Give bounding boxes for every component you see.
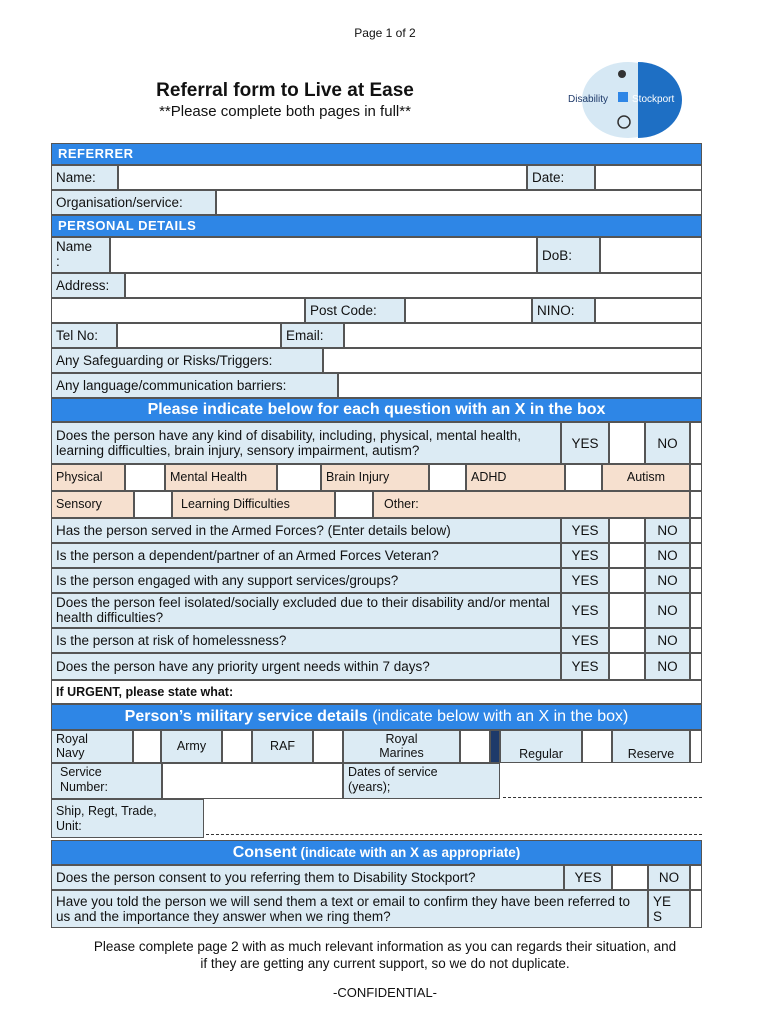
disability-no-box[interactable] [690,422,702,464]
safeguarding-label: Any Safeguarding or Risks/Triggers: [51,348,323,373]
armed-forces-yes-box[interactable] [609,518,645,543]
isolated-no-box[interactable] [690,593,702,628]
army-box[interactable] [222,730,252,763]
personal-details-header: PERSONAL DETAILS [51,215,702,237]
told-person-yes-box[interactable] [690,890,702,928]
dates-of-service-label: Dates of service (years); [343,763,500,799]
armed-forces-no-label: NO [645,518,690,543]
tel-field[interactable] [117,323,281,348]
urgent-needs-no-label: NO [645,653,690,680]
consent-header-bold: Consent [232,844,297,861]
isolated-yes-label: YES [561,593,609,628]
homelessness-no-box[interactable] [690,628,702,653]
dependent-yes-box[interactable] [609,543,645,568]
type-adhd-box[interactable] [565,464,602,491]
address-label: Address: [51,273,125,298]
ship-regt-label: Ship, Regt, Trade, Unit: [51,799,204,838]
homelessness-question: Is the person at risk of homelessness? [51,628,561,653]
military-header-bold: Person’s military service details [124,708,368,725]
royal-navy-box[interactable] [133,730,161,763]
royal-marines-box[interactable] [460,730,490,763]
type-learning-difficulties-label: Learning Difficulties [172,491,335,518]
type-other-box[interactable] [690,491,702,518]
footer-note: Please complete page 2 with as much relevant information as you can regards their situation, and if they are getting any current support, so we do not duplicate. [93,939,677,971]
type-learning-difficulties-box[interactable] [335,491,373,518]
address-field[interactable] [125,273,702,298]
support-services-yes-box[interactable] [609,568,645,593]
language-field[interactable] [338,373,702,398]
told-person-question: Have you told the person we will send them a text or email to confirm they have been referred to us and the importance they answer when we ring them? [51,890,648,928]
address-line-2-field[interactable] [51,298,305,323]
type-adhd-label: ADHD [466,464,565,491]
disability-yes-label: YES [561,422,609,464]
urgent-details-field[interactable] [51,680,702,704]
homelessness-yes-label: YES [561,628,609,653]
email-field[interactable] [344,323,702,348]
urgent-needs-yes-box[interactable] [609,653,645,680]
reserve-label: Reserve [612,730,690,763]
nino-field[interactable] [595,298,702,323]
regular-label: Regular [500,730,582,763]
postcode-field[interactable] [405,298,532,323]
ship-regt-line[interactable] [206,834,702,835]
person-name-field[interactable] [110,237,537,273]
person-name-label: Name : [51,237,110,273]
royal-marines-label: Royal Marines [343,730,460,763]
consent-no-box[interactable] [690,865,702,890]
isolated-question: Does the person feel isolated/socially excluded due to their disability and/or mental health difficulties? [51,593,561,628]
dates-of-service-line[interactable] [503,797,702,798]
confidential-label: -CONFIDENTIAL- [333,985,437,1000]
disability-yes-box[interactable] [609,422,645,464]
support-services-question: Is the person engaged with any support services/groups? [51,568,561,593]
service-number-label: Service Number: [51,763,162,799]
safeguarding-field[interactable] [323,348,702,373]
disability-no-label: NO [645,422,690,464]
armed-forces-question: Has the person served in the Armed Forces? (Enter details below) [51,518,561,543]
dependent-no-box[interactable] [690,543,702,568]
consent-yes-box[interactable] [612,865,648,890]
language-label: Any language/communication barriers: [51,373,338,398]
dob-field[interactable] [600,237,702,273]
isolated-yes-box[interactable] [609,593,645,628]
referrer-date-label: Date: [527,165,595,190]
type-sensory-box[interactable] [134,491,172,518]
support-services-no-box[interactable] [690,568,702,593]
type-autism-box[interactable] [690,464,702,491]
disability-question: Does the person have any kind of disability, including, physical, mental health, learning difficulties, brain injury, sensory impairment, autism? [51,422,561,464]
urgent-needs-no-box[interactable] [690,653,702,680]
form-subtitle: **Please complete both pages in full** [159,103,411,120]
type-physical-box[interactable] [125,464,165,491]
consent-header [51,840,702,865]
email-label: Email: [281,323,344,348]
postcode-label: Post Code: [305,298,405,323]
royal-navy-label: Royal Navy [51,730,133,763]
homelessness-yes-box[interactable] [609,628,645,653]
urgent-needs-question: Does the person have any priority urgent needs within 7 days? [51,653,561,680]
isolated-no-label: NO [645,593,690,628]
raf-box[interactable] [313,730,343,763]
form-title: Referral form to Live at Ease [156,80,414,101]
consent-yes-label: YES [564,865,612,890]
dependent-no-label: NO [645,543,690,568]
support-services-no-label: NO [645,568,690,593]
consent-no-label: NO [648,865,690,890]
homelessness-no-label: NO [645,628,690,653]
type-physical-label: Physical [51,464,125,491]
type-brain-injury-box[interactable] [429,464,466,491]
armed-forces-yes-label: YES [561,518,609,543]
disability-stockport-logo [566,62,696,138]
referrer-name-label: Name: [51,165,118,190]
referrer-name-field[interactable] [118,165,527,190]
military-header-rest: (indicate below with an X in the box) [367,708,629,725]
organisation-field[interactable] [216,190,702,215]
military-header [51,704,702,730]
organisation-label: Organisation/service: [51,190,216,215]
type-autism-label: Autism [602,464,690,491]
consent-question: Does the person consent to you referring them to Disability Stockport? [51,865,564,890]
urgent-needs-yes-label: YES [561,653,609,680]
type-mental-health-label: Mental Health [165,464,277,491]
referrer-header: REFERRER [51,143,702,165]
reserve-box[interactable] [690,730,702,763]
type-other-label: Other: [373,491,690,518]
referrer-date-field[interactable] [595,165,702,190]
raf-label: RAF [252,730,313,763]
armed-forces-no-box[interactable] [690,518,702,543]
logo-word-stockport: Stockport [632,94,675,105]
regular-box[interactable] [582,730,612,763]
support-services-yes-label: YES [561,568,609,593]
urgent-details-label: If URGENT, please state what: [56,684,234,699]
dob-label: DoB: [537,237,600,273]
type-mental-health-box[interactable] [277,464,321,491]
type-brain-injury-label: Brain Injury [321,464,429,491]
marines-divider [490,730,500,763]
nino-label: NINO: [532,298,595,323]
logo-word-disability: Disability [568,94,609,105]
dependent-question: Is the person a dependent/partner of an Armed Forces Veteran? [51,543,561,568]
tel-label: Tel No: [51,323,117,348]
questions-header: Please indicate below for each question with an X in the box [51,398,702,422]
type-sensory-label: Sensory [51,491,134,518]
service-number-field[interactable] [162,763,343,799]
army-label: Army [161,730,222,763]
page-number: Page 1 of 2 [354,26,416,40]
dependent-yes-label: YES [561,543,609,568]
consent-header-rest: (indicate with an X as appropriate) [296,845,521,860]
told-person-yes-label: YE S [648,890,690,928]
